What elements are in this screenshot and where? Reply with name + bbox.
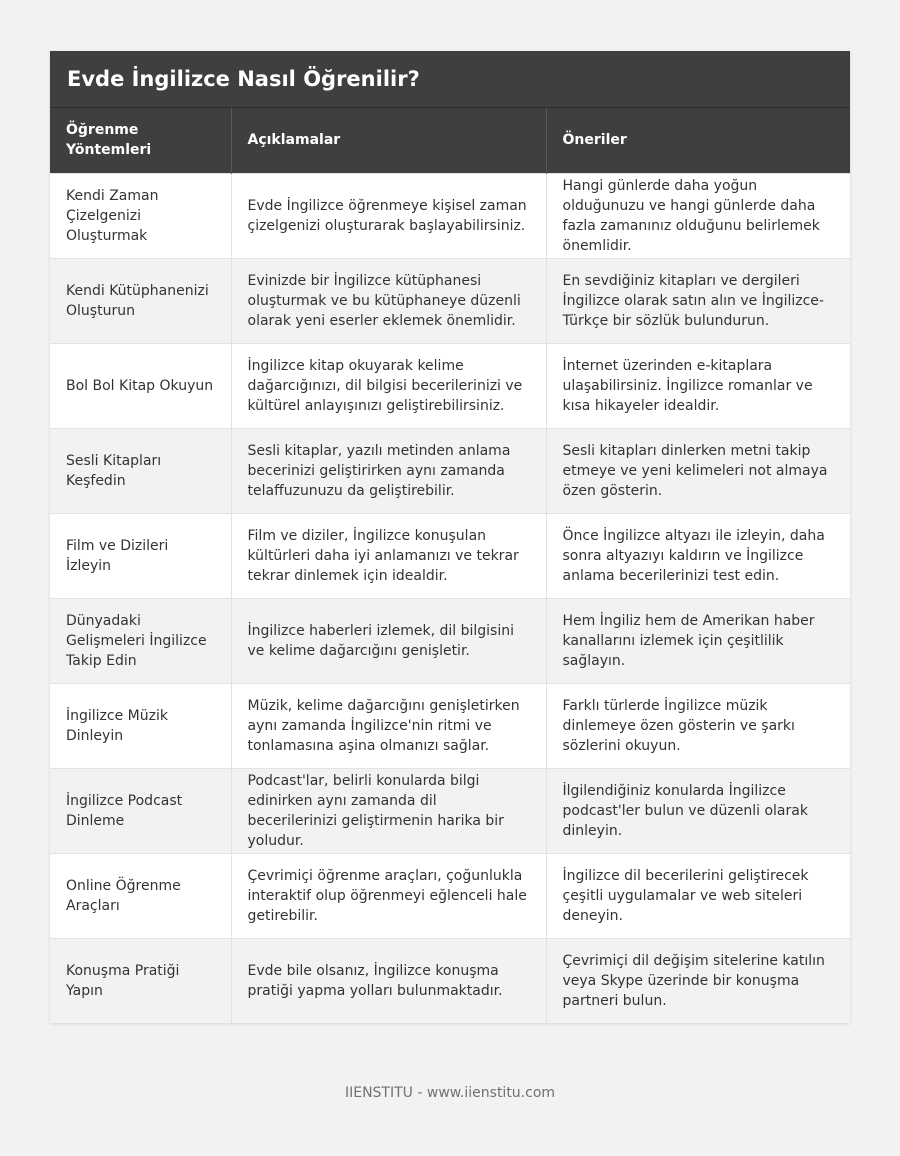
suggestion-cell: İlgilendiğiniz konularda İngilizce podcast'ler bulun ve düzenli olarak dinleyin. bbox=[546, 768, 850, 853]
description-cell: Film ve diziler, İngilizce konuşulan kültürleri daha iyi anlamanızı ve tekrar tekrar dinlemek için idealdir. bbox=[231, 513, 546, 598]
method-cell: Film ve Dizileri İzleyin bbox=[50, 513, 231, 598]
suggestion-cell: En sevdiğiniz kitapları ve dergileri İngilizce olarak satın alın ve İngilizce-Türkçe bir sözlük bulundurun. bbox=[546, 258, 850, 343]
description-cell: Evinizde bir İngilizce kütüphanesi oluşturmak ve bu kütüphaneye düzenli olarak yeni eserler eklemek önemlidir. bbox=[231, 258, 546, 343]
table-row bbox=[50, 343, 850, 428]
suggestion-cell: İnternet üzerinden e-kitaplara ulaşabilirsiniz. İngilizce romanlar ve kısa hikayeler idealdir. bbox=[546, 343, 850, 428]
table-title: Evde İngilizce Nasıl Öğrenilir? bbox=[50, 51, 850, 108]
method-cell: İngilizce Podcast Dinleme bbox=[50, 768, 231, 853]
method-cell: Konuşma Pratiği Yapın bbox=[50, 938, 231, 1023]
suggestion-cell: Önce İngilizce altyazı ile izleyin, daha sonra altyazıyı kaldırın ve İngilizce anlama becerilerinizi test edin. bbox=[546, 513, 850, 598]
suggestion-cell: İngilizce dil becerilerini geliştirecek çeşitli uygulamalar ve web siteleri deneyin. bbox=[546, 853, 850, 938]
column-header-suggestions: Öneriler bbox=[546, 108, 850, 173]
methods-table bbox=[50, 108, 850, 1023]
table-row bbox=[50, 938, 850, 1023]
table-row bbox=[50, 598, 850, 683]
description-cell: Podcast'lar, belirli konularda bilgi edinirken aynı zamanda dil becerilerinizi geliştirmenin harika bir yoludur. bbox=[231, 768, 546, 853]
description-cell: İngilizce kitap okuyarak kelime dağarcığınızı, dil bilgisi becerilerinizi ve kültürel anlayışınızı geliştirebilirsiniz. bbox=[231, 343, 546, 428]
table-header bbox=[50, 108, 850, 173]
column-header-methods: Öğrenme Yöntemleri bbox=[50, 108, 231, 173]
method-cell: İngilizce Müzik Dinleyin bbox=[50, 683, 231, 768]
column-header-descriptions: Açıklamalar bbox=[231, 108, 546, 173]
suggestion-cell: Farklı türlerde İngilizce müzik dinlemeye özen gösterin ve şarkı sözlerini okuyun. bbox=[546, 683, 850, 768]
suggestion-cell: Hangi günlerde daha yoğun olduğunuzu ve hangi günlerde daha fazla zamanınız olduğunu belirlemek önemlidir. bbox=[546, 173, 850, 258]
table-row bbox=[50, 768, 850, 853]
description-cell: Sesli kitaplar, yazılı metinden anlama becerinizi geliştirirken aynı zamanda telaffuzunuzu da geliştirebilir. bbox=[231, 428, 546, 513]
table-body bbox=[50, 173, 850, 1023]
description-cell: Çevrimiçi öğrenme araçları, çoğunlukla interaktif olup öğrenmeyi eğlenceli hale getirebilir. bbox=[231, 853, 546, 938]
table-row bbox=[50, 173, 850, 258]
suggestion-cell: Çevrimiçi dil değişim sitelerine katılın veya Skype üzerinde bir konuşma partneri bulun. bbox=[546, 938, 850, 1023]
description-cell: Müzik, kelime dağarcığını genişletirken aynı zamanda İngilizce'nin ritmi ve tonlamasına aşina olmanızı sağlar. bbox=[231, 683, 546, 768]
method-cell: Kendi Zaman Çizelgenizi Oluşturmak bbox=[50, 173, 231, 258]
method-cell: Kendi Kütüphanenizi Oluşturun bbox=[50, 258, 231, 343]
table-row bbox=[50, 513, 850, 598]
header-row bbox=[50, 108, 850, 173]
table-row bbox=[50, 258, 850, 343]
method-cell: Sesli Kitapları Keşfedin bbox=[50, 428, 231, 513]
table-row bbox=[50, 428, 850, 513]
table-row bbox=[50, 853, 850, 938]
table-card bbox=[50, 51, 850, 1023]
footer-credit: IIENSTITU - www.iienstitu.com bbox=[344, 1085, 556, 1101]
description-cell: Evde İngilizce öğrenmeye kişisel zaman çizelgenizi oluşturarak başlayabilirsiniz. bbox=[231, 173, 546, 258]
suggestion-cell: Hem İngiliz hem de Amerikan haber kanallarını izlemek için çeşitlilik sağlayın. bbox=[546, 598, 850, 683]
method-cell: Bol Bol Kitap Okuyun bbox=[50, 343, 231, 428]
method-cell: Dünyadaki Gelişmeleri İngilizce Takip Edin bbox=[50, 598, 231, 683]
suggestion-cell: Sesli kitapları dinlerken metni takip etmeye ve yeni kelimeleri not almaya özen gösterin. bbox=[546, 428, 850, 513]
method-cell: Online Öğrenme Araçları bbox=[50, 853, 231, 938]
table-row bbox=[50, 683, 850, 768]
description-cell: İngilizce haberleri izlemek, dil bilgisini ve kelime dağarcığını genişletir. bbox=[231, 598, 546, 683]
description-cell: Evde bile olsanız, İngilizce konuşma pratiği yapma yolları bulunmaktadır. bbox=[231, 938, 546, 1023]
